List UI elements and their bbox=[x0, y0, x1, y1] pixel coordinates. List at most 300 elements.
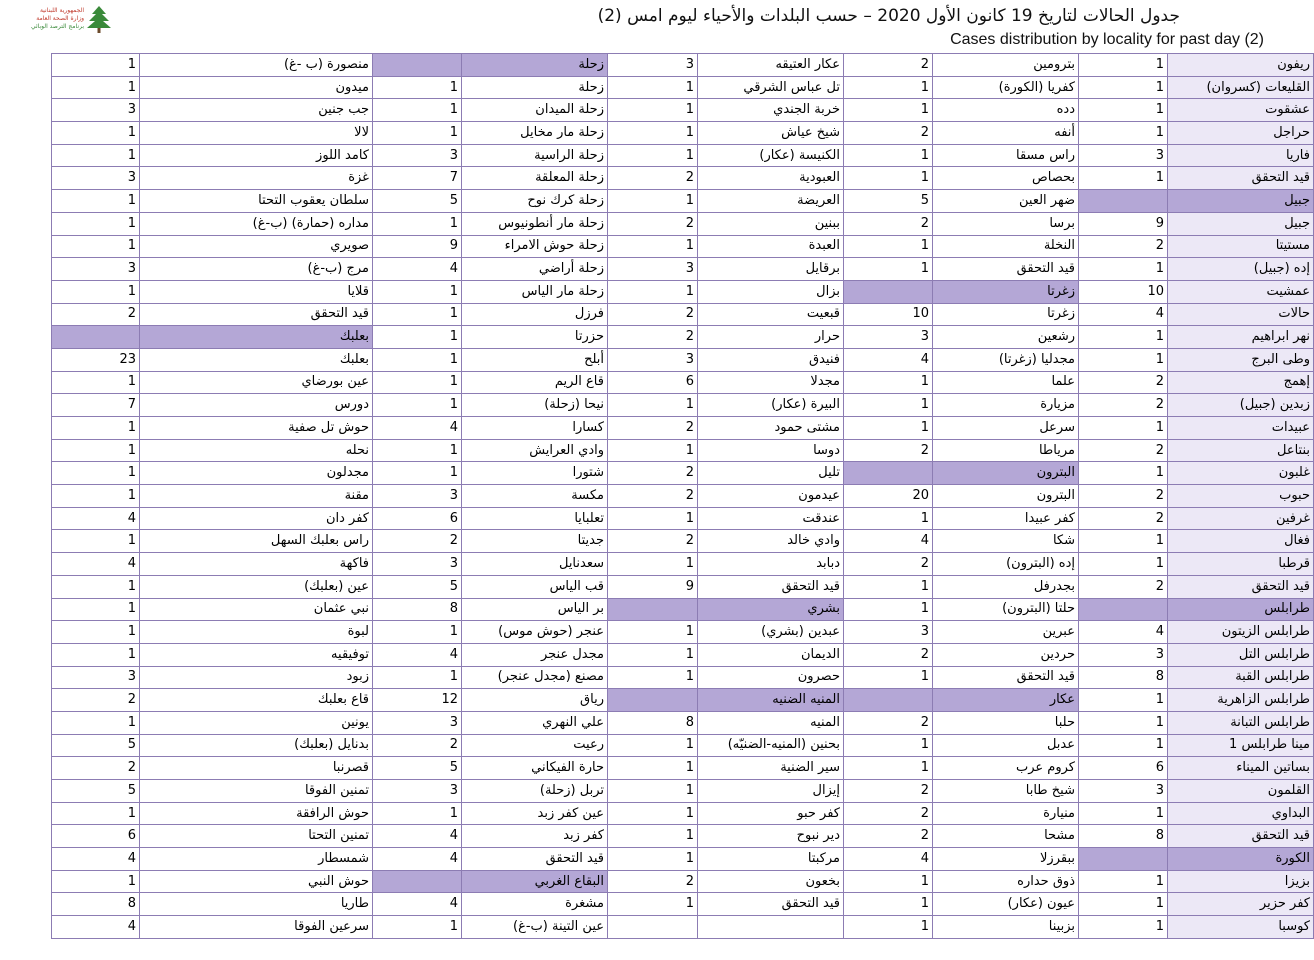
case-count-cell: 2 bbox=[52, 757, 140, 780]
locality-name-cell: نحله bbox=[140, 439, 373, 462]
case-count-cell: 1 bbox=[608, 122, 698, 145]
locality-name-cell: قيد التحقق bbox=[140, 303, 373, 326]
locality-name-cell: قاع الريم bbox=[462, 371, 608, 394]
case-count-cell: 6 bbox=[52, 825, 140, 848]
case-count-cell: 1 bbox=[608, 144, 698, 167]
locality-name-cell: شيخ عياش bbox=[698, 122, 844, 145]
locality-name-cell: عين كفر زبد bbox=[462, 802, 608, 825]
case-count-cell: 1 bbox=[1079, 689, 1168, 712]
case-count-cell: 2 bbox=[608, 870, 698, 893]
locality-name-cell: عكار العتيقه bbox=[698, 54, 844, 77]
case-count-cell: 2 bbox=[608, 326, 698, 349]
case-count-cell: 4 bbox=[52, 553, 140, 576]
table-row bbox=[52, 870, 1314, 893]
locality-name-cell: عين بورضاي bbox=[140, 371, 373, 394]
locality-name-cell: بزال bbox=[698, 280, 844, 303]
table-row bbox=[52, 303, 1314, 326]
case-count-cell: 2 bbox=[1079, 394, 1168, 417]
locality-name-cell: كفر حبو bbox=[698, 802, 844, 825]
page-title-arabic: جدول الحالات لتاريخ 19 كانون الأول 2020 – حسب البلدات والأحياء ليوم امس (2) bbox=[597, 6, 1180, 26]
table-row bbox=[52, 530, 1314, 553]
table-row bbox=[52, 167, 1314, 190]
case-count-cell bbox=[844, 462, 933, 485]
locality-name-cell: تمنين التحتا bbox=[140, 825, 373, 848]
table-row bbox=[52, 462, 1314, 485]
locality-name-cell: قيد التحقق bbox=[933, 666, 1079, 689]
locality-name-cell: شمسطار bbox=[140, 848, 373, 871]
table-row bbox=[52, 802, 1314, 825]
locality-name-cell: جبيل bbox=[1168, 212, 1314, 235]
locality-name-cell: طرابلس الزيتون bbox=[1168, 621, 1314, 644]
case-count-cell: 4 bbox=[844, 348, 933, 371]
case-count-cell: 1 bbox=[52, 485, 140, 508]
case-count-cell: 9 bbox=[373, 235, 462, 258]
locality-name-cell: مشحا bbox=[933, 825, 1079, 848]
case-count-cell bbox=[373, 54, 462, 77]
district-header-cell: زغرتا bbox=[933, 280, 1079, 303]
district-header-cell: طرابلس bbox=[1168, 598, 1314, 621]
locality-name-cell: لالا bbox=[140, 122, 373, 145]
case-count-cell: 2 bbox=[844, 54, 933, 77]
locality-name-cell: سعدنايل bbox=[462, 553, 608, 576]
case-count-cell: 1 bbox=[844, 870, 933, 893]
case-count-cell: 1 bbox=[52, 870, 140, 893]
locality-name-cell: مشتى حمود bbox=[698, 417, 844, 440]
locality-name-cell: ذوق حداره bbox=[933, 870, 1079, 893]
locality-name-cell: حوش الرافقة bbox=[140, 802, 373, 825]
case-count-cell: 3 bbox=[844, 326, 933, 349]
case-count-cell: 1 bbox=[373, 76, 462, 99]
case-count-cell: 3 bbox=[373, 780, 462, 803]
locality-name-cell: مجدلا bbox=[698, 371, 844, 394]
case-count-cell: 1 bbox=[52, 144, 140, 167]
case-count-cell: 1 bbox=[52, 621, 140, 644]
case-count-cell: 1 bbox=[608, 643, 698, 666]
case-count-cell: 1 bbox=[1079, 530, 1168, 553]
case-count-cell: 1 bbox=[373, 802, 462, 825]
case-count-cell: 1 bbox=[52, 802, 140, 825]
case-count-cell: 1 bbox=[373, 303, 462, 326]
table-row bbox=[52, 76, 1314, 99]
table-row bbox=[52, 190, 1314, 213]
case-count-cell: 1 bbox=[52, 212, 140, 235]
case-count-cell: 4 bbox=[373, 825, 462, 848]
cases-table bbox=[51, 53, 1314, 939]
table-row bbox=[52, 916, 1314, 939]
locality-name-cell: عدبل bbox=[933, 734, 1079, 757]
locality-name-cell: مينا طرابلس 1 bbox=[1168, 734, 1314, 757]
table-row bbox=[52, 553, 1314, 576]
locality-name-cell: القلمون bbox=[1168, 780, 1314, 803]
locality-name-cell: فنيدق bbox=[698, 348, 844, 371]
case-count-cell: 1 bbox=[373, 122, 462, 145]
locality-name-cell: قيد التحقق bbox=[1168, 825, 1314, 848]
case-count-cell: 6 bbox=[1079, 757, 1168, 780]
locality-name-cell: كسارا bbox=[462, 417, 608, 440]
case-count-cell bbox=[608, 598, 698, 621]
locality-name-cell: طرابلس التبانة bbox=[1168, 711, 1314, 734]
case-count-cell: 2 bbox=[1079, 439, 1168, 462]
case-count-cell: 1 bbox=[52, 643, 140, 666]
case-count-cell: 10 bbox=[1079, 280, 1168, 303]
locality-name-cell: فاريا bbox=[1168, 144, 1314, 167]
locality-name-cell: سير الضنية bbox=[698, 757, 844, 780]
locality-name-cell: مقنة bbox=[140, 485, 373, 508]
case-count-cell: 3 bbox=[608, 258, 698, 281]
locality-name-cell: زبود bbox=[140, 666, 373, 689]
locality-name-cell: مركبتا bbox=[698, 848, 844, 871]
case-count-cell: 1 bbox=[1079, 711, 1168, 734]
table-row bbox=[52, 54, 1314, 77]
case-count-cell: 1 bbox=[844, 598, 933, 621]
locality-name-cell: أبلح bbox=[462, 348, 608, 371]
case-count-cell: 1 bbox=[844, 916, 933, 939]
locality-name-cell: بعلبك bbox=[140, 348, 373, 371]
locality-name-cell: وادي خالد bbox=[698, 530, 844, 553]
locality-name-cell: تمنين الفوقا bbox=[140, 780, 373, 803]
locality-name-cell: ريفون bbox=[1168, 54, 1314, 77]
locality-name-cell: قب الياس bbox=[462, 575, 608, 598]
locality-name-cell: قبعيت bbox=[698, 303, 844, 326]
locality-name-cell: زبدين (جبيل) bbox=[1168, 394, 1314, 417]
case-count-cell: 1 bbox=[52, 462, 140, 485]
case-count-cell: 6 bbox=[373, 507, 462, 530]
locality-name-cell: كفريا (الكورة) bbox=[933, 76, 1079, 99]
locality-name-cell: يونين bbox=[140, 711, 373, 734]
locality-name-cell: طرابلس التل bbox=[1168, 643, 1314, 666]
case-count-cell: 1 bbox=[1079, 258, 1168, 281]
locality-name-cell: دده bbox=[933, 99, 1079, 122]
case-count-cell: 1 bbox=[373, 462, 462, 485]
locality-name-cell: كروم عرب bbox=[933, 757, 1079, 780]
case-count-cell: 1 bbox=[608, 780, 698, 803]
table-row bbox=[52, 757, 1314, 780]
locality-name-cell: بخعون bbox=[698, 870, 844, 893]
case-count-cell: 1 bbox=[1079, 734, 1168, 757]
locality-name-cell: دوسا bbox=[698, 439, 844, 462]
locality-name-cell: زغرتا bbox=[933, 303, 1079, 326]
case-count-cell: 4 bbox=[52, 848, 140, 871]
case-count-cell bbox=[1079, 190, 1168, 213]
case-count-cell: 4 bbox=[373, 643, 462, 666]
table-row bbox=[52, 417, 1314, 440]
case-count-cell: 2 bbox=[52, 303, 140, 326]
case-count-cell: 1 bbox=[1079, 122, 1168, 145]
locality-name-cell: زحلة أراضي bbox=[462, 258, 608, 281]
logo-line-1: الجمهورية اللبنانية bbox=[39, 7, 84, 14]
locality-name-cell: شكا bbox=[933, 530, 1079, 553]
case-count-cell bbox=[844, 280, 933, 303]
locality-name-cell: دير نبوح bbox=[698, 825, 844, 848]
case-count-cell: 1 bbox=[608, 893, 698, 916]
case-count-cell: 3 bbox=[1079, 643, 1168, 666]
case-count-cell: 1 bbox=[844, 575, 933, 598]
table-row bbox=[52, 235, 1314, 258]
locality-name-cell: رياق bbox=[462, 689, 608, 712]
locality-name-cell: منيارة bbox=[933, 802, 1079, 825]
case-count-cell: 4 bbox=[373, 893, 462, 916]
locality-name-cell: مكسة bbox=[462, 485, 608, 508]
case-count-cell: 1 bbox=[608, 825, 698, 848]
locality-name-cell: البترون bbox=[933, 485, 1079, 508]
table-row bbox=[52, 348, 1314, 371]
case-count-cell: 2 bbox=[844, 122, 933, 145]
case-count-cell: 1 bbox=[1079, 916, 1168, 939]
case-count-cell bbox=[52, 326, 140, 349]
case-count-cell: 2 bbox=[844, 553, 933, 576]
locality-name-cell: زحلة الميدان bbox=[462, 99, 608, 122]
case-count-cell: 1 bbox=[373, 439, 462, 462]
locality-name-cell: مجدل عنجر bbox=[462, 643, 608, 666]
locality-name-cell: حبوب bbox=[1168, 485, 1314, 508]
case-count-cell: 1 bbox=[608, 848, 698, 871]
locality-name-cell: أنفه bbox=[933, 122, 1079, 145]
case-count-cell: 2 bbox=[844, 439, 933, 462]
table-row bbox=[52, 258, 1314, 281]
case-count-cell: 9 bbox=[1079, 212, 1168, 235]
district-header-cell: عكار bbox=[933, 689, 1079, 712]
case-count-cell: 1 bbox=[52, 711, 140, 734]
case-count-cell: 1 bbox=[844, 394, 933, 417]
case-count-cell: 1 bbox=[608, 190, 698, 213]
case-count-cell: 1 bbox=[373, 394, 462, 417]
locality-name-cell: عمشيت bbox=[1168, 280, 1314, 303]
locality-name-cell: بجدرفل bbox=[933, 575, 1079, 598]
case-count-cell: 3 bbox=[52, 99, 140, 122]
case-count-cell: 3 bbox=[373, 711, 462, 734]
case-count-cell: 4 bbox=[1079, 621, 1168, 644]
locality-name-cell: تربل (زحلة) bbox=[462, 780, 608, 803]
case-count-cell: 2 bbox=[844, 711, 933, 734]
locality-name-cell: قيد التحقق bbox=[462, 848, 608, 871]
locality-name-cell: قيد التحقق bbox=[698, 893, 844, 916]
case-count-cell: 2 bbox=[608, 167, 698, 190]
case-count-cell: 1 bbox=[52, 76, 140, 99]
case-count-cell: 1 bbox=[52, 530, 140, 553]
locality-name-cell: نيحا (زحلة) bbox=[462, 394, 608, 417]
case-count-cell: 7 bbox=[373, 167, 462, 190]
case-count-cell: 1 bbox=[608, 553, 698, 576]
table-row bbox=[52, 848, 1314, 871]
case-count-cell: 3 bbox=[844, 621, 933, 644]
locality-name-cell bbox=[698, 916, 844, 939]
locality-name-cell: علي النهري bbox=[462, 711, 608, 734]
case-count-cell: 5 bbox=[373, 757, 462, 780]
case-count-cell: 5 bbox=[52, 780, 140, 803]
locality-name-cell: بدنايل (بعلبك) bbox=[140, 734, 373, 757]
locality-name-cell: طاريا bbox=[140, 893, 373, 916]
case-count-cell: 1 bbox=[52, 598, 140, 621]
case-count-cell: 1 bbox=[52, 439, 140, 462]
case-count-cell bbox=[608, 916, 698, 939]
district-header-cell: المنيه الضنيه bbox=[698, 689, 844, 712]
case-count-cell: 1 bbox=[608, 394, 698, 417]
case-count-cell: 1 bbox=[844, 734, 933, 757]
locality-name-cell: قيد التحقق bbox=[933, 258, 1079, 281]
case-count-cell bbox=[844, 689, 933, 712]
locality-name-cell: كفر حزير bbox=[1168, 893, 1314, 916]
locality-name-cell: برقايل bbox=[698, 258, 844, 281]
case-count-cell: 1 bbox=[373, 99, 462, 122]
case-count-cell: 2 bbox=[608, 485, 698, 508]
locality-name-cell: دبابد bbox=[698, 553, 844, 576]
locality-name-cell: وادي العرايش bbox=[462, 439, 608, 462]
case-count-cell: 1 bbox=[1079, 417, 1168, 440]
locality-name-cell: العبودية bbox=[698, 167, 844, 190]
locality-name-cell: فرزل bbox=[462, 303, 608, 326]
locality-name-cell: قصرنبا bbox=[140, 757, 373, 780]
table-row bbox=[52, 575, 1314, 598]
locality-name-cell: مجدلون bbox=[140, 462, 373, 485]
district-header-cell: الكورة bbox=[1168, 848, 1314, 871]
case-count-cell: 1 bbox=[52, 190, 140, 213]
case-count-cell: 1 bbox=[373, 666, 462, 689]
district-header-cell: زحلة bbox=[462, 54, 608, 77]
locality-name-cell: مزيارة bbox=[933, 394, 1079, 417]
case-count-cell: 1 bbox=[373, 348, 462, 371]
case-count-cell: 1 bbox=[844, 507, 933, 530]
locality-name-cell: حلبا bbox=[933, 711, 1079, 734]
locality-name-cell: مرياطا bbox=[933, 439, 1079, 462]
case-count-cell: 4 bbox=[52, 507, 140, 530]
case-count-cell: 4 bbox=[844, 848, 933, 871]
locality-name-cell: النخلة bbox=[933, 235, 1079, 258]
table-row bbox=[52, 711, 1314, 734]
case-count-cell: 2 bbox=[1079, 507, 1168, 530]
locality-name-cell: غزة bbox=[140, 167, 373, 190]
case-count-cell: 1 bbox=[608, 439, 698, 462]
case-count-cell: 2 bbox=[52, 689, 140, 712]
table-row bbox=[52, 643, 1314, 666]
locality-name-cell: تليل bbox=[698, 462, 844, 485]
locality-name-cell: سلطان يعقوب التحتا bbox=[140, 190, 373, 213]
locality-name-cell: ميدون bbox=[140, 76, 373, 99]
locality-name-cell: رشعين bbox=[933, 326, 1079, 349]
case-count-cell: 1 bbox=[608, 666, 698, 689]
case-count-cell: 3 bbox=[608, 54, 698, 77]
case-count-cell: 1 bbox=[52, 280, 140, 303]
table-row bbox=[52, 485, 1314, 508]
case-count-cell: 3 bbox=[52, 167, 140, 190]
locality-name-cell: عبدين (بشري) bbox=[698, 621, 844, 644]
case-count-cell: 2 bbox=[608, 462, 698, 485]
locality-name-cell: ضهر العين bbox=[933, 190, 1079, 213]
case-count-cell: 2 bbox=[844, 780, 933, 803]
case-count-cell: 1 bbox=[608, 621, 698, 644]
case-count-cell: 2 bbox=[844, 825, 933, 848]
locality-name-cell: مصنع (مجدل عنجر) bbox=[462, 666, 608, 689]
locality-name-cell: زحلة مار أنطونيوس bbox=[462, 212, 608, 235]
case-count-cell: 1 bbox=[608, 507, 698, 530]
case-count-cell: 1 bbox=[1079, 76, 1168, 99]
locality-name-cell: علما bbox=[933, 371, 1079, 394]
table-row bbox=[52, 666, 1314, 689]
locality-name-cell: بساتين الميناء bbox=[1168, 757, 1314, 780]
locality-name-cell: البداوي bbox=[1168, 802, 1314, 825]
case-count-cell: 1 bbox=[1079, 167, 1168, 190]
table-row bbox=[52, 326, 1314, 349]
locality-name-cell: مستيتا bbox=[1168, 235, 1314, 258]
locality-name-cell: زحلة كرك نوح bbox=[462, 190, 608, 213]
locality-name-cell: حراجل bbox=[1168, 122, 1314, 145]
case-count-cell: 2 bbox=[373, 530, 462, 553]
case-count-cell: 1 bbox=[844, 235, 933, 258]
case-count-cell: 1 bbox=[373, 621, 462, 644]
case-count-cell: 9 bbox=[608, 575, 698, 598]
case-count-cell: 2 bbox=[1079, 235, 1168, 258]
locality-name-cell: جب جنين bbox=[140, 99, 373, 122]
locality-name-cell: كفر زبد bbox=[462, 825, 608, 848]
table-row bbox=[52, 598, 1314, 621]
locality-name-cell: غلبون bbox=[1168, 462, 1314, 485]
locality-name-cell: إده (جبيل) bbox=[1168, 258, 1314, 281]
locality-name-cell: سرعين الفوقا bbox=[140, 916, 373, 939]
case-count-cell: 1 bbox=[608, 280, 698, 303]
locality-name-cell: بنتاعل bbox=[1168, 439, 1314, 462]
locality-name-cell: قلايا bbox=[140, 280, 373, 303]
locality-name-cell: الديمان bbox=[698, 643, 844, 666]
locality-name-cell: إيزال bbox=[698, 780, 844, 803]
case-count-cell: 1 bbox=[844, 371, 933, 394]
case-count-cell: 3 bbox=[52, 258, 140, 281]
locality-name-cell: زحلة مار الياس bbox=[462, 280, 608, 303]
locality-name-cell: قرطبا bbox=[1168, 553, 1314, 576]
locality-name-cell: سرعل bbox=[933, 417, 1079, 440]
case-count-cell: 2 bbox=[844, 212, 933, 235]
case-count-cell: 1 bbox=[1079, 870, 1168, 893]
case-count-cell: 1 bbox=[608, 757, 698, 780]
case-count-cell: 1 bbox=[844, 167, 933, 190]
locality-name-cell: زحلة حوش الامراء bbox=[462, 235, 608, 258]
locality-name-cell: راس بعلبك السهل bbox=[140, 530, 373, 553]
case-count-cell: 7 bbox=[52, 394, 140, 417]
case-count-cell: 8 bbox=[608, 711, 698, 734]
case-count-cell: 1 bbox=[1079, 462, 1168, 485]
locality-name-cell: خربة الجندي bbox=[698, 99, 844, 122]
locality-name-cell: برسا bbox=[933, 212, 1079, 235]
case-count-cell: 10 bbox=[844, 303, 933, 326]
locality-name-cell: عنجر (حوش موس) bbox=[462, 621, 608, 644]
case-count-cell: 1 bbox=[52, 575, 140, 598]
locality-name-cell: حردين bbox=[933, 643, 1079, 666]
locality-name-cell: مشغرة bbox=[462, 893, 608, 916]
locality-name-cell: فغال bbox=[1168, 530, 1314, 553]
table-row bbox=[52, 439, 1314, 462]
case-count-cell: 2 bbox=[608, 303, 698, 326]
case-count-cell bbox=[1079, 598, 1168, 621]
case-count-cell: 5 bbox=[844, 190, 933, 213]
locality-name-cell: عبرين bbox=[933, 621, 1079, 644]
district-header-cell: بشري bbox=[698, 598, 844, 621]
case-count-cell: 20 bbox=[844, 485, 933, 508]
district-header-cell: البترون bbox=[933, 462, 1079, 485]
table-row bbox=[52, 371, 1314, 394]
locality-name-cell: طرابلس الزاهرية bbox=[1168, 689, 1314, 712]
table-row bbox=[52, 280, 1314, 303]
locality-name-cell: إده (البترون) bbox=[933, 553, 1079, 576]
case-count-cell: 4 bbox=[373, 258, 462, 281]
case-count-cell: 2 bbox=[608, 417, 698, 440]
locality-name-cell: قيد التحقق bbox=[1168, 167, 1314, 190]
locality-name-cell: بترومين bbox=[933, 54, 1079, 77]
locality-name-cell: كامد اللوز bbox=[140, 144, 373, 167]
table-row bbox=[52, 893, 1314, 916]
table-row bbox=[52, 212, 1314, 235]
locality-name-cell: حرار bbox=[698, 326, 844, 349]
case-count-cell: 1 bbox=[608, 76, 698, 99]
case-count-cell: 3 bbox=[1079, 780, 1168, 803]
table-row bbox=[52, 122, 1314, 145]
